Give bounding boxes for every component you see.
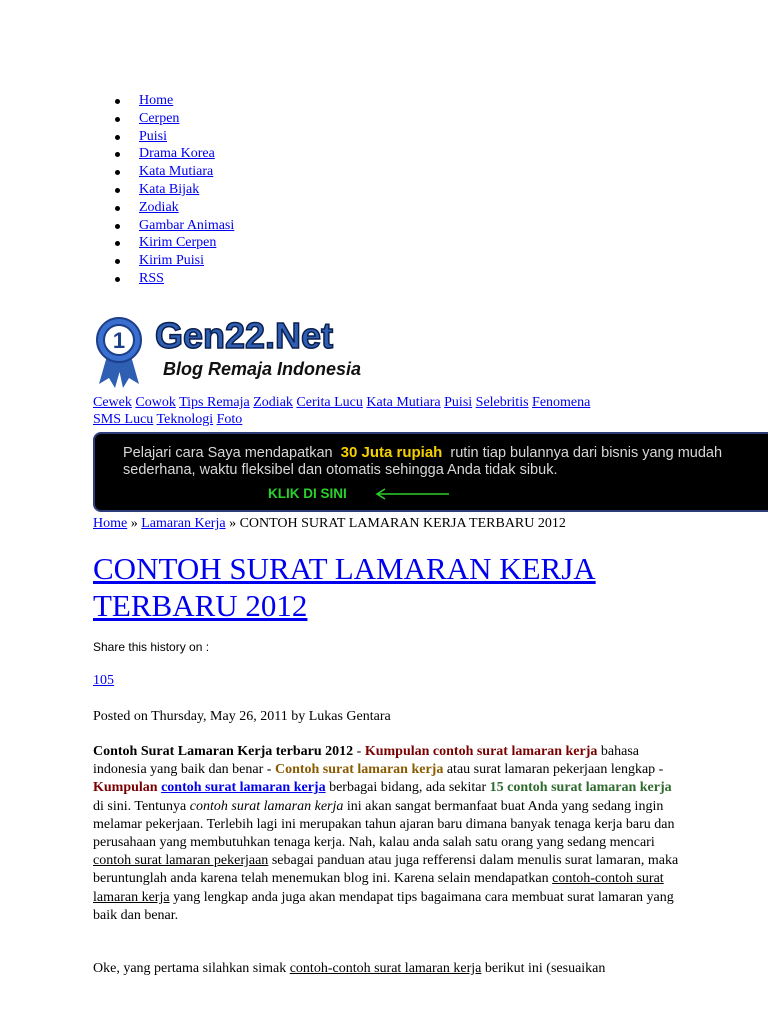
article-link[interactable]: contoh surat lamaran pekerjaan [93, 853, 269, 869]
nav-link[interactable]: Drama Korea [139, 146, 215, 162]
bullet-icon [115, 241, 120, 246]
article-link[interactable]: contoh surat lamaran kerja [161, 780, 326, 796]
breadcrumb-category[interactable]: Lamaran Kerja [141, 516, 226, 531]
nav-link[interactable]: Cerpen [139, 110, 180, 126]
nav-link[interactable]: Kirim Puisi [139, 253, 204, 269]
breadcrumb: Home » Lamaran Kerja » CONTOH SURAT LAMARAN KERJA TERBARU 2012 [93, 516, 566, 531]
category-link[interactable]: Cewek [93, 395, 132, 410]
arrow-left-icon [373, 488, 453, 500]
bullet-icon [115, 170, 120, 175]
nav-item [0, 92, 234, 110]
logo-tagline: Blog Remaja Indonesia [163, 359, 362, 379]
category-link[interactable]: Selebritis [475, 395, 529, 410]
nav-item [0, 110, 234, 128]
share-count [93, 673, 114, 689]
nav-item [0, 128, 234, 146]
banner-highlight: 30 Juta rupiah [340, 444, 443, 461]
category-link[interactable]: Kata Mutiara [366, 395, 441, 410]
nav-link[interactable]: Home [139, 93, 174, 108]
article-link[interactable]: contoh-contoh surat lamaran kerja [93, 871, 664, 905]
category-link[interactable]: Zodiak [253, 395, 293, 410]
nav-item [0, 252, 234, 270]
category-link[interactable]: Cowok [135, 395, 176, 410]
nav-item [0, 234, 234, 252]
bullet-icon [115, 188, 120, 193]
category-link[interactable]: Puisi [444, 395, 473, 410]
bullet-icon [115, 135, 120, 140]
bullet-icon [115, 152, 120, 157]
banner-cta[interactable]: KLIK DI SINI [268, 486, 347, 501]
share-text: Share this history on : [93, 640, 210, 654]
bullet-icon [115, 206, 120, 211]
post-title [93, 550, 693, 624]
logo-title: Gen22.Net [155, 315, 334, 356]
bullet-icon [115, 259, 120, 264]
ribbon-badge-icon [97, 318, 141, 388]
share-count-link[interactable]: 105 [93, 673, 114, 688]
bullet-icon [115, 277, 120, 282]
category-link[interactable]: Foto [216, 412, 243, 427]
nav-link[interactable]: Kata Bijak [139, 181, 200, 197]
nav-link[interactable]: Zodiak [139, 199, 179, 215]
nav-item [0, 270, 234, 288]
banner-line-2: sederhana, waktu fleksibel dan otomatis sehingga Anda tidak sibuk. [123, 462, 558, 478]
banner-line-1: Pelajari cara Saya mendapatkan 30 Juta rupiah rutin tiap bulannya dari bisnis yang mudah [123, 444, 723, 461]
svg-text:1: 1 [112, 328, 126, 353]
nav-item [0, 181, 234, 199]
article-paragraph-1: Contoh Surat Lamaran Kerja terbaru 2012 - Kumpulan contoh surat lamaran kerja bahasa indonesia yang baik dan benar - Contoh surat lamaran kerja atau surat lamaran pekerjaan lengkap - Kumpulan contoh surat lamaran kerja berbagai bidang, ada sekitar 15 contoh surat lamaran kerja di sini. Tentunya contoh surat lamaran kerja ini akan sangat bermanfaat buat Anda yang sedang ingin melamar pekerjaan. Terlebih lagi ini merupakan tahun ajaran baru dimana banyak tenaga kerja baru dan perusahaan yang membutuhkan tenaga kerja. Nah, kalau anda salah satu orang yang sedang mencari contoh surat lamaran pekerjaan sebagai panduan atau juga refferensi dalam menulis surat lamaran, maka beruntunglah anda karena telah menemukan blog ini. Karena selain mendapatkan contoh-contoh surat lamaran kerja yang lengkap anda juga akan mendapat tips bagaimana cara membuat surat lamaran yang baik dan benar. [93, 744, 679, 923]
nav-link[interactable]: Gambar Animasi [139, 217, 235, 233]
post-title-link[interactable]: CONTOH SURAT LAMARAN KERJA TERBARU 2012 [93, 551, 596, 623]
nav-item [0, 145, 234, 163]
article-link[interactable]: contoh-contoh surat lamaran kerja [289, 961, 482, 976]
category-link[interactable]: Teknologi [156, 412, 214, 427]
nav-link[interactable]: Kirim Cerpen [139, 235, 217, 251]
category-links [93, 394, 693, 428]
bullet-icon [115, 117, 120, 122]
gen22-logo[interactable] [93, 312, 393, 392]
top-nav [0, 92, 234, 288]
category-link[interactable]: Tips Remaja [179, 395, 250, 410]
breadcrumb-current: CONTOH SURAT LAMARAN KERJA TERBARU 2012 [239, 516, 566, 531]
promo-banner[interactable] [93, 432, 768, 512]
category-link[interactable]: SMS Lucu [93, 412, 154, 427]
post-meta: Posted on Thursday, May 26, 2011 by Lukas Gentara [93, 709, 391, 724]
category-link[interactable]: Cerita Lucu [296, 395, 363, 410]
nav-link[interactable]: Kata Mutiara [139, 164, 214, 180]
nav-item [0, 163, 234, 181]
bullet-icon [115, 224, 120, 229]
nav-link[interactable]: RSS [139, 270, 164, 286]
nav-item [0, 217, 234, 235]
bullet-icon [115, 99, 120, 104]
breadcrumb-home[interactable]: Home [93, 516, 128, 531]
article-paragraph-2: Oke, yang pertama silahkan simak contoh-contoh surat lamaran kerja berikut ini (sesuaikan [93, 961, 606, 976]
category-link[interactable]: Fenomena [532, 395, 591, 410]
nav-link[interactable]: Puisi [139, 128, 168, 144]
nav-item [0, 199, 234, 217]
